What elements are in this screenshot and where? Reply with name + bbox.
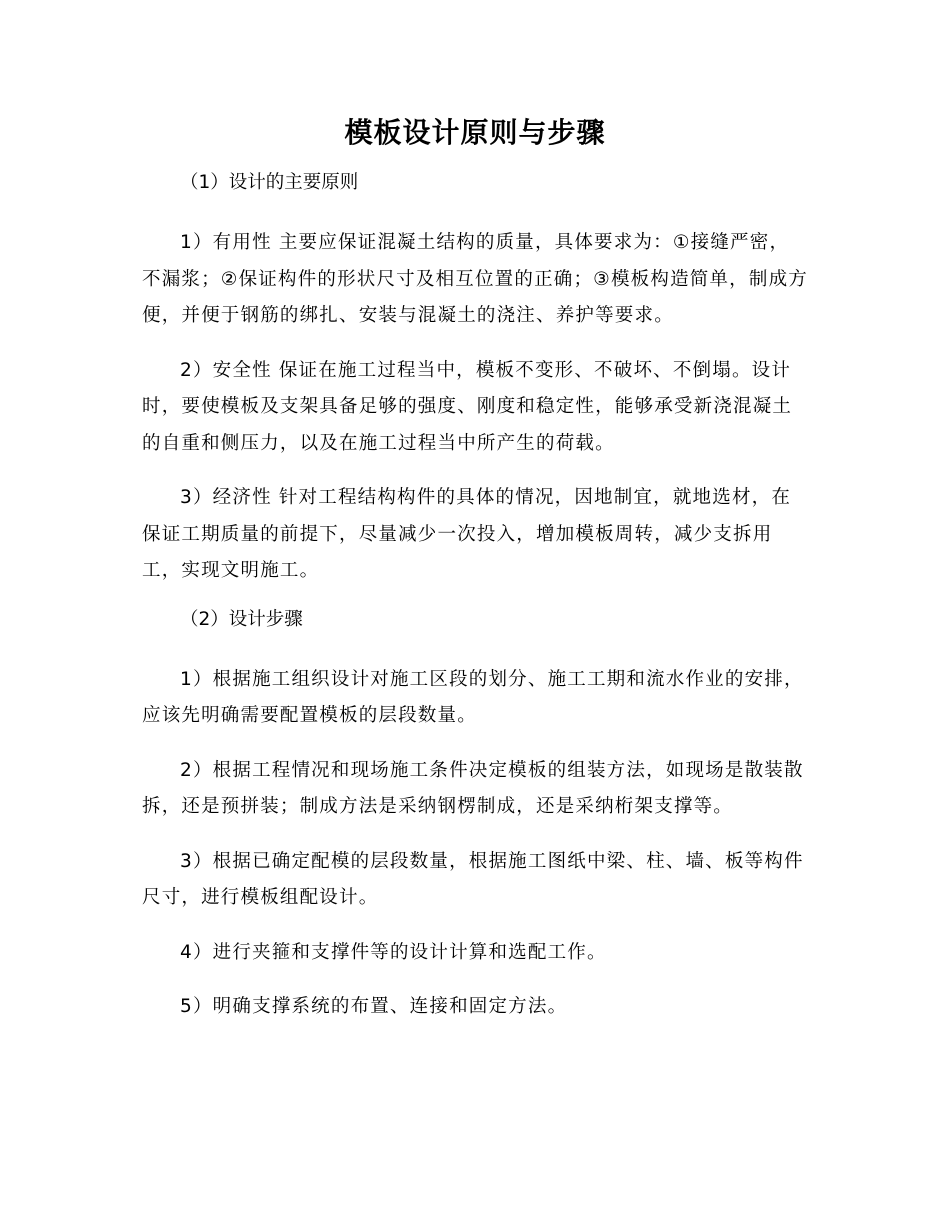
section-steps (142, 608, 808, 1026)
section-heading: （2）设计步骤 (180, 608, 303, 630)
document-title: 模板设计原则与步骤 (344, 116, 606, 149)
paragraph: 2）安全性 保证在施工过程当中，模板不变形、不破坏、不倒塌。设计时，要使模板及支架具备足够的强度、刚度和稳定性，能够承受新浇混凝土的自重和侧压力，以及在施工过程当中所产生的荷载。 (142, 359, 793, 454)
section-heading: （1）设计的主要原则 (180, 172, 359, 193)
paragraph: 1）有用性 主要应保证混凝土结构的质量，具体要求为：①接缝严密，不漏浆；②保证构件的形状尺寸及相互位置的正确；③模板构造简单，制成方便，并便于钢筋的绑扎、安装与混凝土的浇注、养护等要求。 (142, 232, 808, 326)
paragraph: 2）根据工程情况和现场施工条件决定模板的组装方法，如现场是散装散拆，还是预拼装；制成方法是采纳钢楞制成，还是采纳桁架支撑等。 (142, 759, 804, 817)
paragraph: 3）根据已确定配模的层段数量，根据施工图纸中梁、柱、墙、板等构件尺寸，进行模板组配设计。 (142, 850, 804, 908)
paragraph: 1）根据施工组织设计对施工区段的划分、施工工期和流水作业的安排，应该先明确需要配置模板的层段数量。 (142, 668, 804, 726)
paragraph: 4）进行夹箍和支撑件等的设计计算和选配工作。 (180, 941, 607, 963)
paragraph: 3）经济性 针对工程结构构件的具体的情况，因地制宜，就地选材，在保证工期质量的前提下，尽量减少一次投入，增加模板周转，减少支拆用工，实现文明施工。 (142, 487, 792, 581)
paragraph: 5）明确支撑系统的布置、连接和固定方法。 (180, 996, 568, 1017)
section-principles (142, 171, 808, 590)
